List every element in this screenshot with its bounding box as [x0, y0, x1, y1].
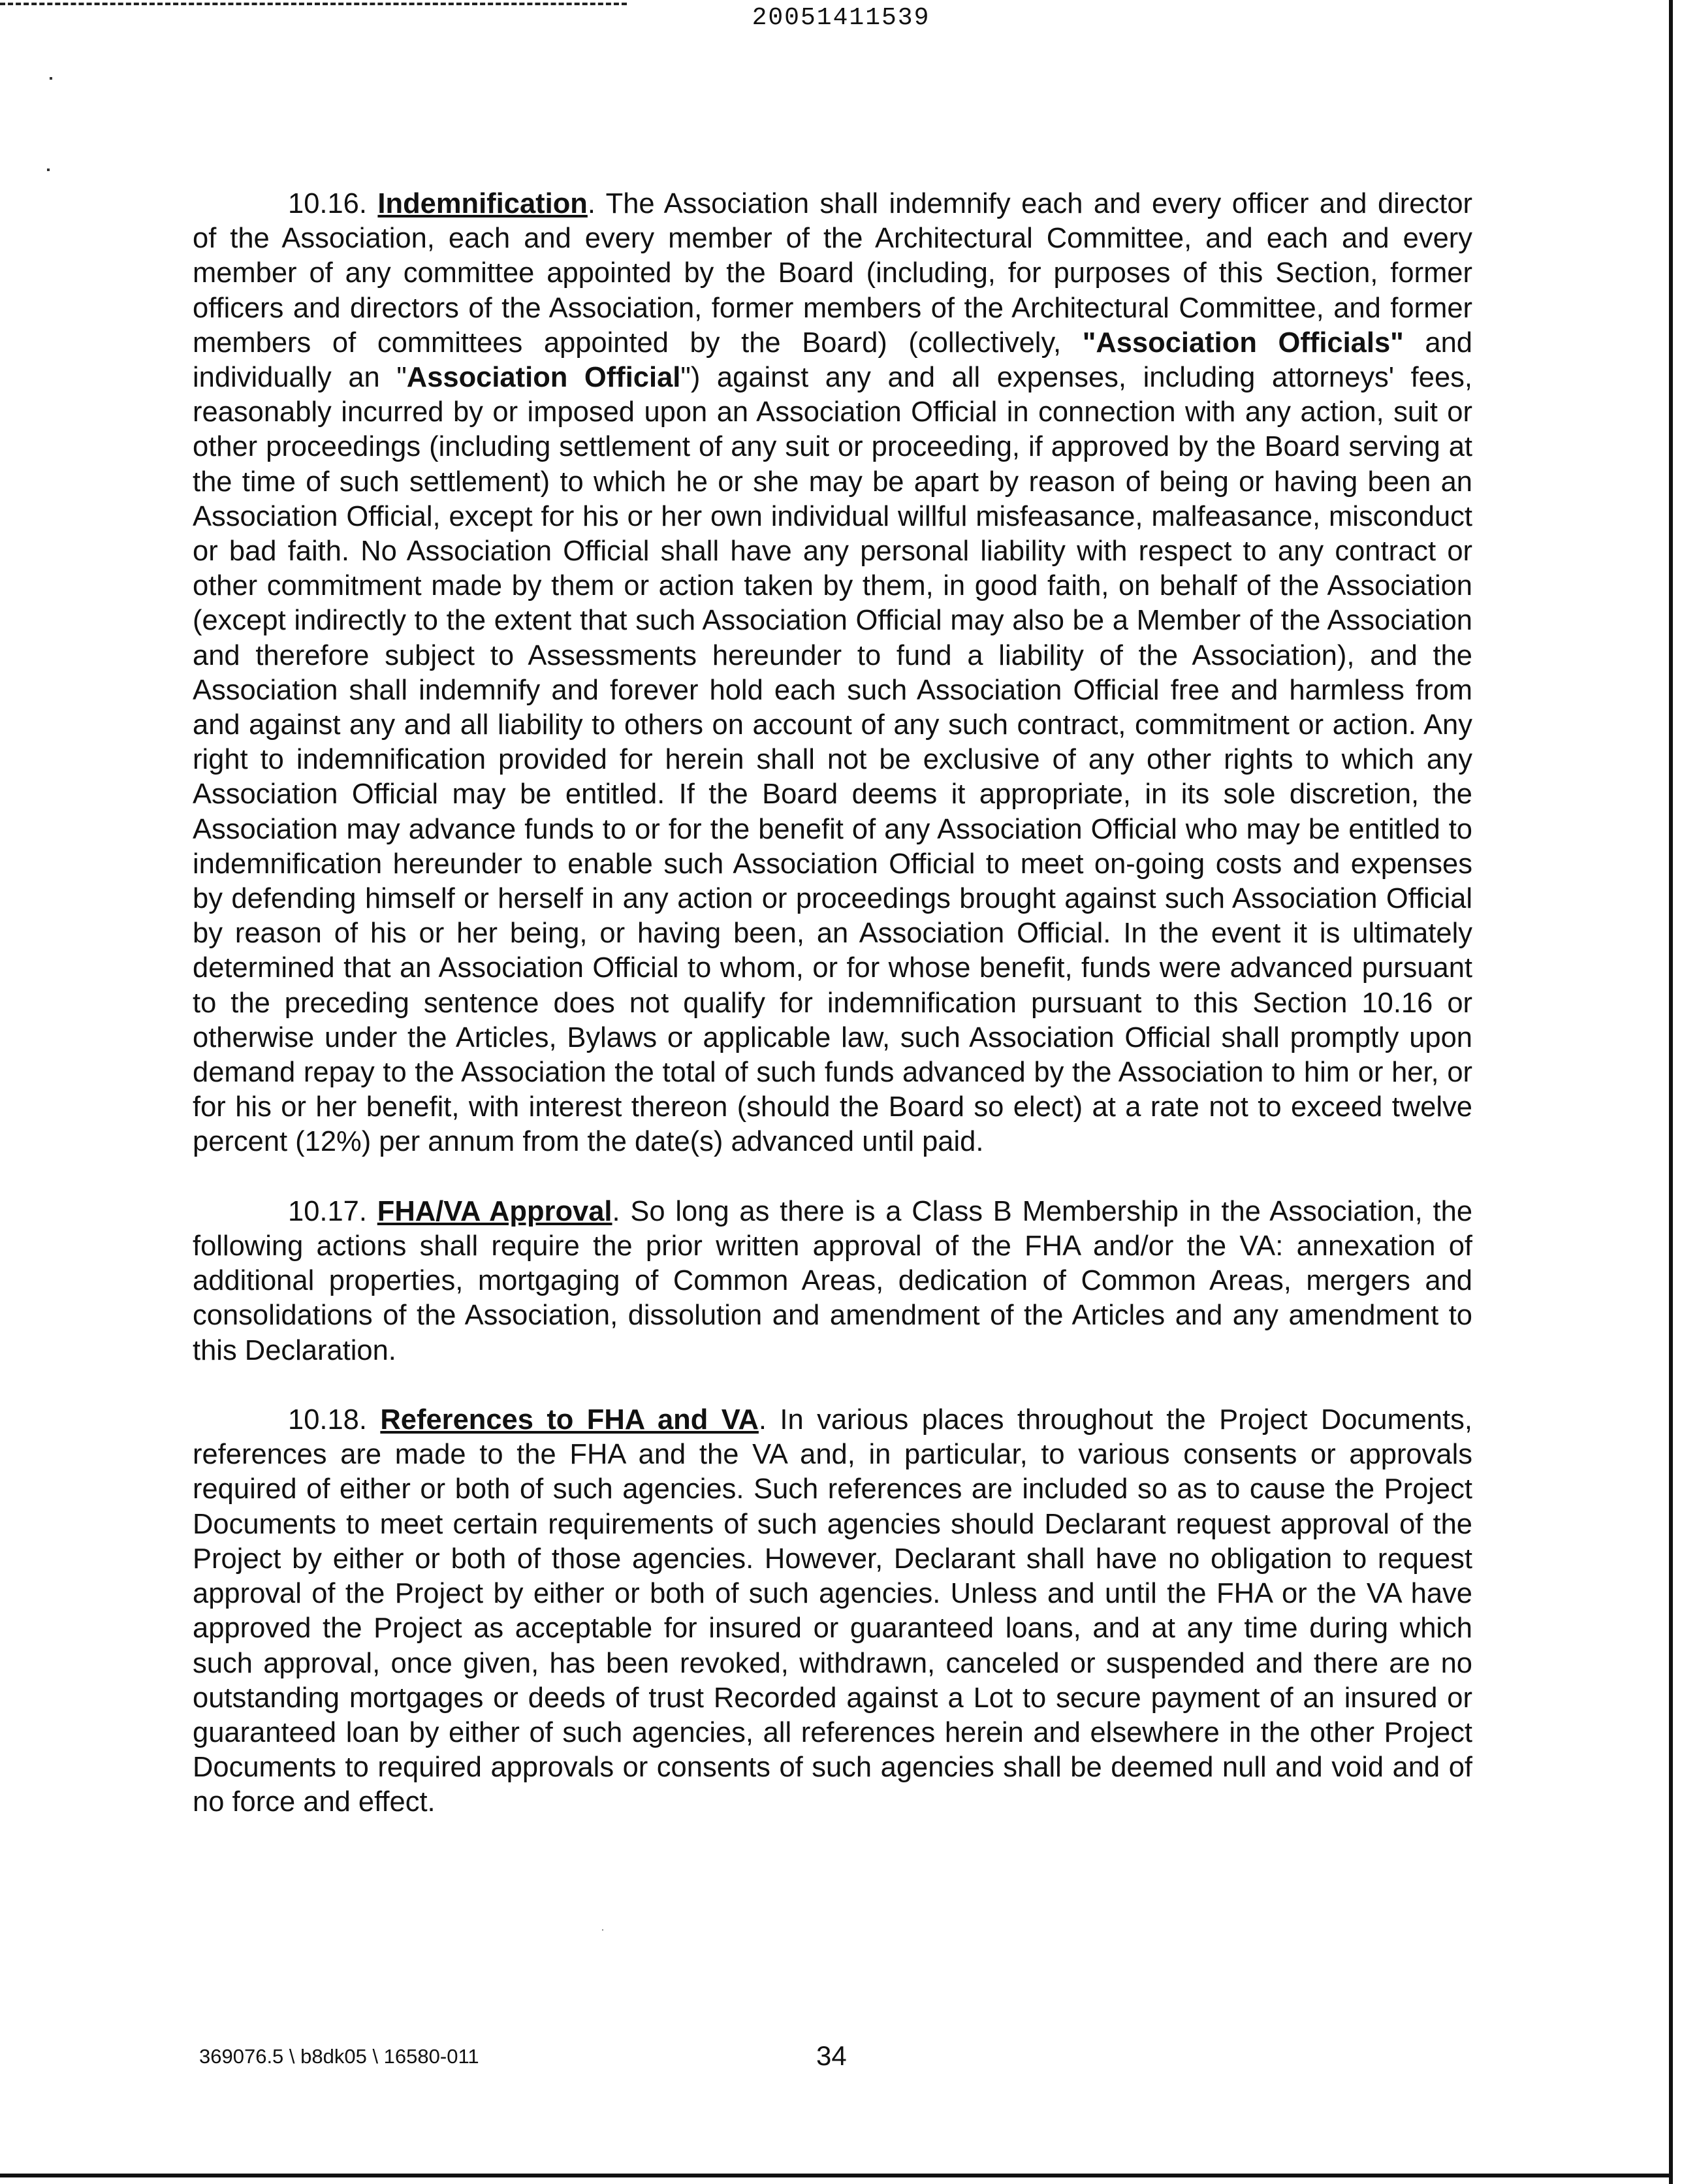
- section-heading: FHA/VA Approval: [377, 1195, 612, 1227]
- section-heading: References to FHA and VA: [380, 1404, 759, 1436]
- scan-speck: [47, 169, 50, 171]
- defined-term: "Association Officials": [1082, 327, 1404, 359]
- section-text: . So long as there is a Class B Membership in the Association, the following actions shall require the prior written approval of the FHA and/or the VA: annexation of additional properties, mortgaging of Common Areas, dedication of Common Areas, mergers and consolidations of the Association, dissolution and amendment of the Articles and any amendment to this Declaration.: [193, 1195, 1473, 1366]
- scan-speck: [50, 77, 52, 80]
- section-number: 10.18.: [288, 1404, 367, 1436]
- right-page-border: [1669, 0, 1673, 2184]
- section-number: 10.16.: [288, 188, 367, 219]
- document-number: 20051411539: [752, 4, 930, 32]
- section-text: . In various places throughout the Project Documents, references are made to the FHA and the VA and, in particular, to various consents or approvals required of either or both of such agencies. Such references are included so as to cause the Project Documents to meet certain requirements of such agencies should Declarant request approval of the Project by either or both of those agencies. However, Declarant shall have no obligation to request approval of the Project by either or both of such agencies. Unless and until the FHA or the VA have approved the Project as acceptable for insured or guaranteed loans, and at any time during which such approval, once given, has been revoked, withdrawn, canceled or suspended and there are no outstanding mortgages or deeds of trust Recorded against a Lot to secure payment of an insured or guaranteed loan by either of such agencies, all references herein and elsewhere in the other Project Documents to required approvals or consents of such agencies shall be deemed null and void and of no force and effect.: [193, 1404, 1472, 1818]
- section-heading: Indemnification: [377, 188, 588, 219]
- section-10-17: [193, 1195, 1472, 1368]
- defined-term: Association Official: [406, 362, 681, 394]
- section-number: 10.17.: [288, 1195, 367, 1227]
- section-10-18: [193, 1403, 1472, 1820]
- footer-file-reference: 369076.5 \ b8dk05 \ 16580-011: [199, 2045, 479, 2068]
- section-text: and individually an ": [193, 327, 1472, 394]
- section-10-16: [193, 187, 1472, 1160]
- page-number: 34: [816, 2040, 847, 2071]
- bottom-page-border: [0, 2174, 1673, 2177]
- document-body: [193, 187, 1472, 1820]
- section-text: ") against any and all expenses, including attorneys' fees, reasonably incurred by or imposed upon an Association Official in connection with any action, suit or other proceedings (including settlement of any suit or proceeding, if approved by the Board serving at the time of such settlement) to which he or she may be apart by reason of being or having been an Association Official, except for his or her own individual willful misfeasance, malfeasance, misconduct or bad faith. No Association Official shall have any personal liability with respect to any contract or other commitment made by them or action taken by them, in good faith, on behalf of the Association (except indirectly to the extent that such Association Official may also be a Member of the Association and therefore subject to Assessments hereunder to fund a liability of the Association), and the Association shall indemnify and forever hold each such Association Official free and harmless from and against any and all liability to others on account of any such contract, commitment or action. Any right to indemnification provided for herein shall not be exclusive of any other rights to which any Association Official may be entitled. If the Board deems it appropriate, in its sole discretion, the Association may advance funds to or for the benefit of any Association Official who may be entitled to indemnification hereunder to enable such Association Official to meet on-going costs and expenses by defending himself or herself in any action or proceedings brought against such Association Official by reason of his or her being, or having been, an Association Official. In the event it is ultimately determined that an Association Official to whom, or for whose benefit, funds were advanced pursuant to the preceding sentence does not qualify for indemnification pursuant to this Section 10.16 or otherwise under the Articles, Bylaws or applicable law, such Association Official shall promptly upon demand repay to the Association the total of such funds advanced by the Association to him or her, or for his or her benefit, with interest thereon (should the Board so elect) at a rate not to exceed twelve percent (12%) per annum from the date(s) advanced until paid.: [193, 362, 1472, 1158]
- section-text: . The Association shall indemnify each and every officer and director of the Association, each and every member of the Architectural Committee, and each and every member of any committee appointed by the Board (including, for purposes of this Section, former officers and directors of the Association, former members of the Architectural Committee, and former members of committees appointed by the Board) (collectively,: [193, 188, 1472, 359]
- scan-speck: [602, 1929, 603, 1931]
